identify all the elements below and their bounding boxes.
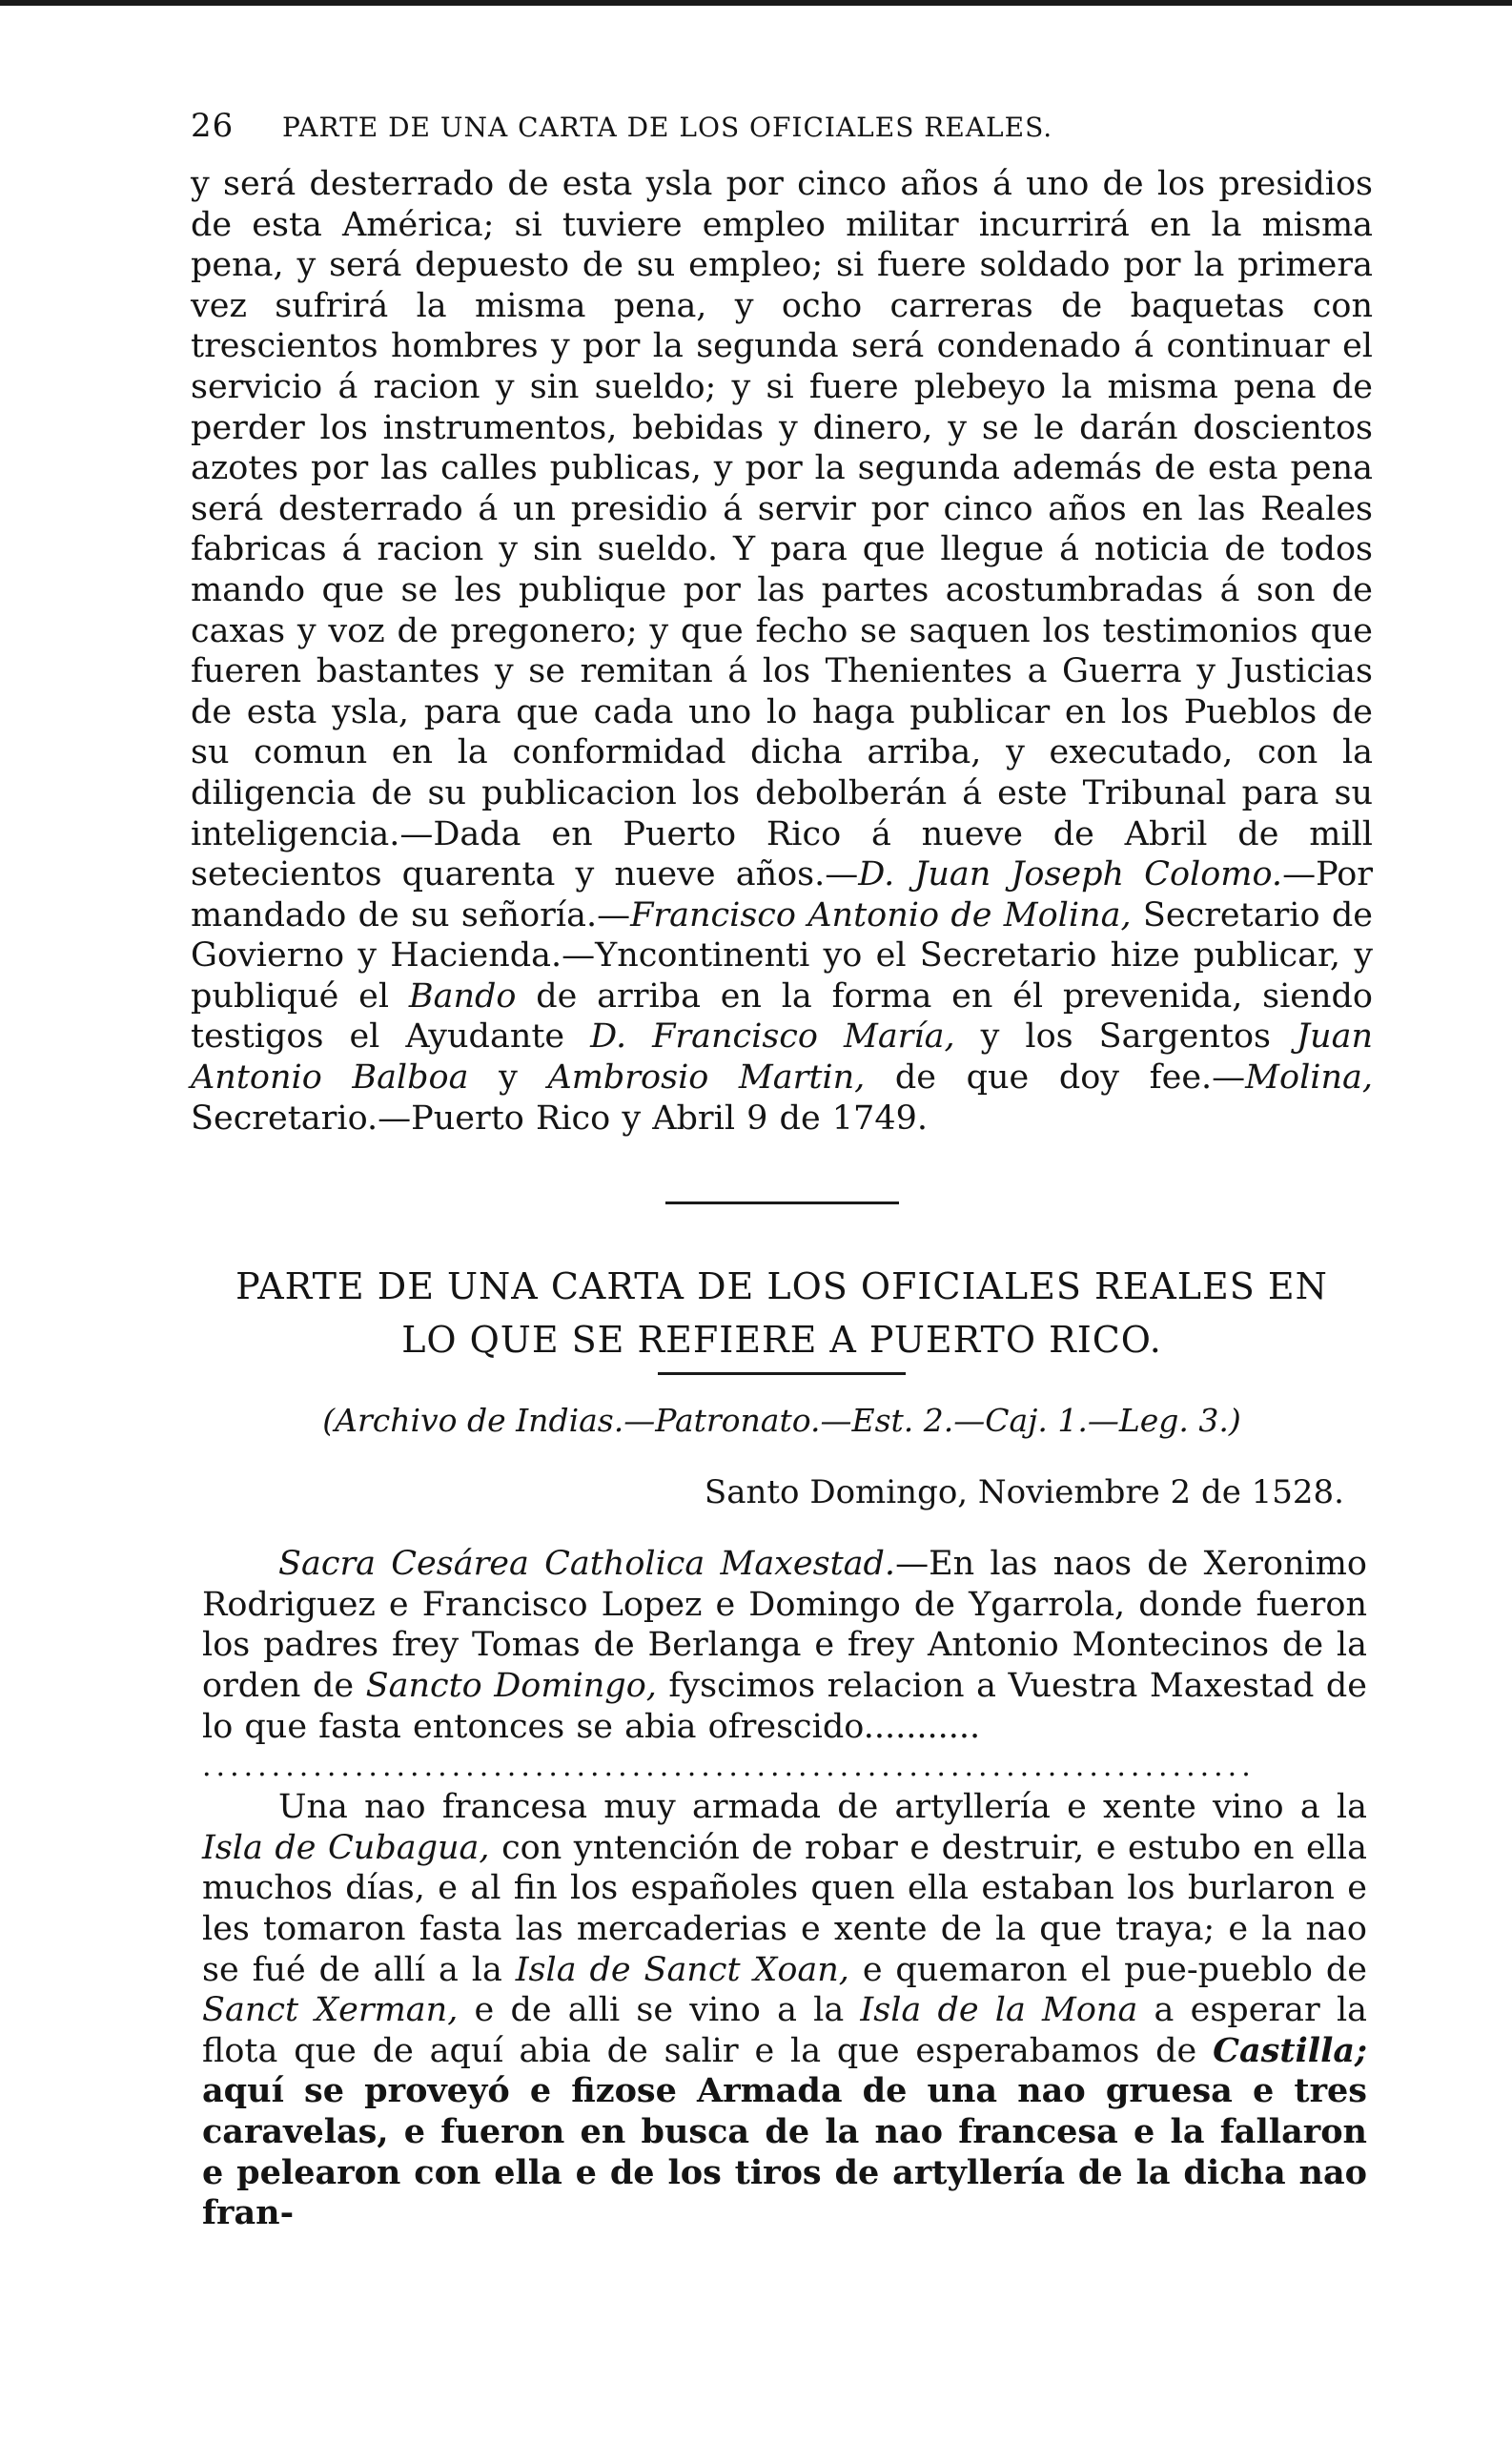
molina-signature: Molina,	[1245, 1058, 1374, 1098]
letter-dateline: Santo Domingo, Noviembre 2 de 1528.	[704, 1473, 1344, 1512]
place-name: Isla de la Mona	[860, 1991, 1138, 2030]
bando-word: Bando	[408, 976, 517, 1016]
running-title: PARTE DE UNA CARTA DE LOS OFICIALES REALES.	[282, 112, 1053, 143]
letter-paragraph: Sacra Cesárea Catholica Maxestad.—En las naos de Xeronimo Rodriguez e Francisco Lopez e Domingo de Ygarrola, donde fueron los padres frey Tomas de Berlanga e frey Antonio Montecinos de la orden de Sancto Domingo, fyscimos relacion a Vuestra Maxestad de lo que fasta entonces se abia ofrescido...........	[202, 1545, 1367, 1746]
letter-paragraph: Una nao francesa muy armada de artyllería e xente vino a la Isla de Cubagua, con yntención de robar e destruir, e estubo en ella muchos días, e al fin los españoles quen ella estaban los burlaron e les tomaron fasta las mercaderias e xente de la que traya; e la nao se fué de allí a la Isla de Sanct Xoan, e quemaron el pue-pueblo de Sanct Xerman, e de alli se vino a la Isla de la Mona a esperar la flota que de aquí abia de salir e la que esperabamos de Castilla; aquí se proveyó e fizose Armada de una nao gruesa e tres caravelas, e fueron en busca de la nao francesa e la fallaron e pelearon con ella e de los tiros de artyllería de la dicha nao fran-	[202, 1788, 1368, 2233]
running-header	[191, 107, 1373, 164]
bando-text	[191, 164, 1373, 1139]
place-name: Castilla;	[1213, 2030, 1367, 2070]
heading-rule	[658, 1372, 906, 1375]
archive-reference: (Archivo de Indias.—Patronato.—Est. 2.—Caj. 1.—Leg. 3.)	[322, 1402, 1241, 1440]
sargento-name: Juan Antonio Balboa	[191, 1017, 1373, 1098]
place-name: Isla de Cubagua,	[202, 1828, 490, 1867]
sargento-name: Ambrosio Martin,	[547, 1058, 866, 1098]
letter-text-continued	[191, 1787, 1373, 2234]
salutation: Sacra Cesárea Catholica Maxestad.	[278, 1545, 896, 1584]
section-separator	[665, 1201, 899, 1204]
secretary-name: Francisco Antonio de Molina,	[630, 895, 1132, 934]
bando-paragraph: y será desterrado de esta ysla por cinco años á uno de los presidios de esta América; si tuviere empleo militar incurrirá en la misma pena, y será depuesto de su empleo; si fuere soldado por la primera vez sufrirá la misma pena, y ocho carreras de baquetas con trescientos hombres y por la segunda será condenado á continuar el servicio á racion y sin sueldo; y si fuere plebeyo la misma pena de perder los instrumentos, bebidas y dinero, y se le darán doscientos azotes por las calles publicas, y por la segunda además de esta pena será desterrado á un presidio á servir por cinco años en las Reales fabricas á racion y sin sueldo. Y para que llegue á noticia de todos mando que se les publique por las partes acostumbradas á son de caxas y voz de pregonero; y que fecho se saquen los testimonios que fueren bastantes y se remitan á los Thenientes a Guerra y Justicias de esta ysla, para que cada uno lo haga publicar en los Pueblos de su comun en la conformidad dicha arriba, y executado, con la diligencia de su publicacion los debolberán á este Tribunal para su inteligencia.—Dada en Puerto Rico á nueve de Abril de mill setecientos quarenta y nueve años.—D. Juan Joseph Colomo.—Por mandado de su señoría.—Francisco Antonio de Molina, Secretario de Govierno y Hacienda.—Yncontinenti yo el Secretario hize publicar, y publiqué el Bando de arriba en la forma en él prevenida, siendo testigos el Ayudante D. Francisco María, y los Sargentos Juan Antonio Balboa y Ambrosio Martin, de que doy fee.—Molina, Secretario.—Puerto Rico y Abril 9 de 1749.	[191, 165, 1374, 1138]
page-number: 26	[191, 107, 235, 145]
signer-name: D. Juan Joseph Colomo.	[858, 855, 1283, 894]
ayudante-name: D. Francisco María,	[590, 1017, 955, 1057]
ellipsis-line: ............................................................................	[202, 1750, 1256, 1784]
letter-text	[191, 1544, 1373, 1747]
book-page	[191, 107, 1373, 2234]
place-name: Sanct Xerman,	[202, 1991, 459, 2030]
order-name: Sancto Domingo,	[365, 1667, 657, 1706]
page-top-edge	[0, 0, 1512, 6]
section-heading: PARTE DE UNA CARTA DE LOS OFICIALES REALES EN LO QUE SE REFIERE A PUERTO RICO.	[235, 1265, 1328, 1362]
place-name: Isla de Sanct Xoan,	[515, 1950, 849, 1989]
